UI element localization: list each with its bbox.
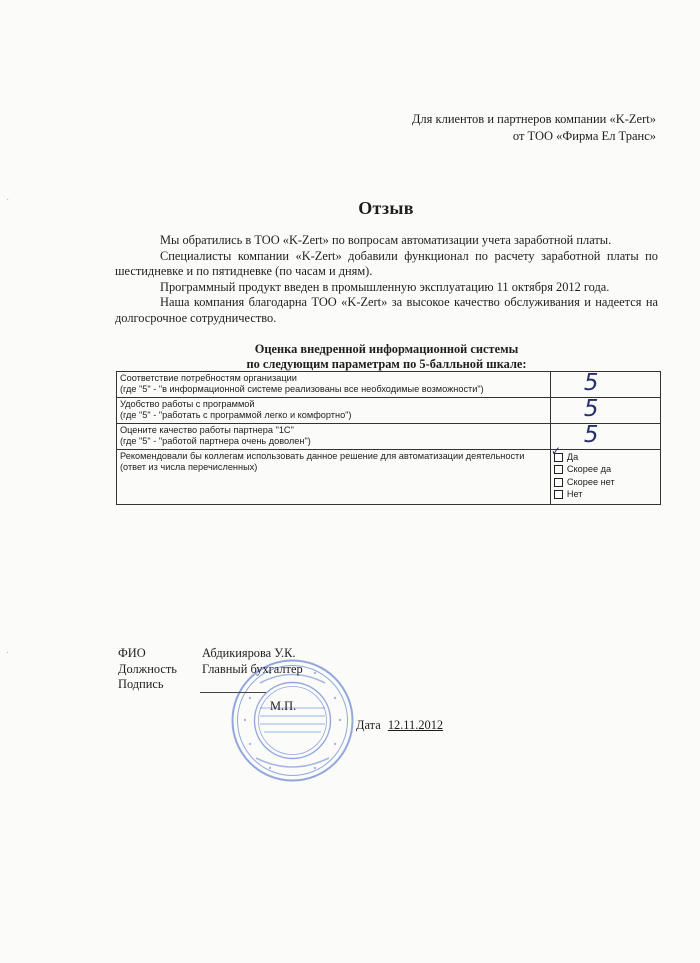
rating-answer-cell	[550, 398, 660, 424]
signature-block	[118, 646, 518, 693]
rating-question: Оцените качество работы партнера "1С"	[120, 425, 294, 435]
fio-value: Абдикиярова У.К.	[202, 646, 296, 660]
option-label: Скорее да	[566, 464, 612, 475]
handwritten-check-icon: ✓	[550, 444, 561, 458]
body-paragraph-4: Наша компания благодарна ТОО «K-Zert» за высокое качество обслуживания и надеется на долгосрочное сотрудничество.	[115, 295, 658, 325]
rating-question-cell	[117, 372, 551, 398]
signature-label: Подпись	[118, 677, 164, 691]
checkbox-no[interactable]	[554, 490, 563, 499]
handwritten-score: 5	[583, 370, 599, 396]
rating-table-title-line-1: Оценка внедренной информационной системы	[254, 342, 519, 356]
signature-row	[118, 677, 518, 693]
option-label: Да	[566, 451, 579, 462]
rating-table-title	[115, 342, 658, 372]
body-paragraph-1: Мы обратились в ТОО «K-Zert» по вопросам автоматизации учета заработной платы.	[160, 233, 612, 247]
addressee-line-2: от ТОО «Фирма Ел Транс»	[512, 129, 656, 143]
handwritten-score: 5	[583, 422, 599, 448]
addressee-block	[256, 111, 656, 145]
handwritten-score: 5	[583, 396, 599, 422]
recommend-options-cell	[550, 444, 660, 505]
checkbox-rather-yes[interactable]	[554, 465, 563, 474]
recommend-question-cell	[117, 450, 551, 505]
position-value: Главный бухгалтер	[202, 661, 303, 676]
body-paragraph-2: Специалисты компании «K-Zert» добавили функционал по расчету заработной платы по шестидневке и по пятидневке (по часам и дням).	[115, 248, 658, 279]
margin-dot: ·	[6, 648, 10, 659]
rating-question-cell	[117, 424, 551, 450]
date-label: Дата	[356, 718, 381, 732]
option-label: Нет	[566, 489, 583, 500]
checkbox-rather-no[interactable]	[554, 478, 563, 487]
rating-row-recommend	[117, 450, 661, 505]
stamp-place-label: М.П.	[270, 699, 297, 713]
recommend-question: Рекомендовали бы коллегам использовать данное решение для автоматизации деятельности (ответ из числа перечисленных)	[120, 451, 525, 472]
rating-answer-cell	[550, 372, 660, 398]
option-yes[interactable]	[554, 451, 657, 464]
document-title: Отзыв	[358, 198, 414, 218]
option-no[interactable]	[554, 489, 657, 502]
option-rather-no[interactable]	[554, 476, 657, 489]
rating-answer-cell	[550, 424, 660, 450]
signature-line	[200, 678, 266, 693]
position-label: Должность	[118, 661, 177, 676]
rating-hint: (где "5" - "работой партнера очень доволен")	[120, 436, 311, 446]
rating-table-title-line-2: по следующим параметрам по 5-балльной шкале:	[246, 357, 527, 371]
rating-row-needs	[117, 372, 661, 398]
rating-question: Удобство работы с программой	[120, 399, 255, 409]
fio-label: ФИО	[118, 646, 146, 660]
body-text	[115, 233, 658, 327]
rating-question-cell	[117, 398, 551, 424]
option-label: Скорее нет	[566, 476, 615, 487]
rating-hint: (где "5" - "в информационной системе реализованы все необходимые возможности")	[120, 384, 484, 394]
addressee-line-1: Для клиентов и партнеров компании «K-Zert»	[411, 112, 656, 126]
rating-hint: (где "5" - "работать с программой легко и комфортно")	[120, 410, 352, 420]
fio-row	[118, 646, 518, 662]
rating-table	[116, 371, 661, 505]
position-row	[118, 662, 518, 678]
margin-dot: ·	[6, 195, 10, 206]
date-block	[356, 718, 443, 733]
rating-row-partner	[117, 424, 661, 450]
rating-question: Соответствие потребностям организации	[120, 373, 297, 383]
rating-row-usability	[117, 398, 661, 424]
body-paragraph-3: Программный продукт введен в промышленную эксплуатацию 11 октября 2012 года.	[160, 279, 610, 294]
option-rather-yes[interactable]	[554, 464, 657, 477]
date-value: 12.11.2012	[387, 718, 444, 732]
